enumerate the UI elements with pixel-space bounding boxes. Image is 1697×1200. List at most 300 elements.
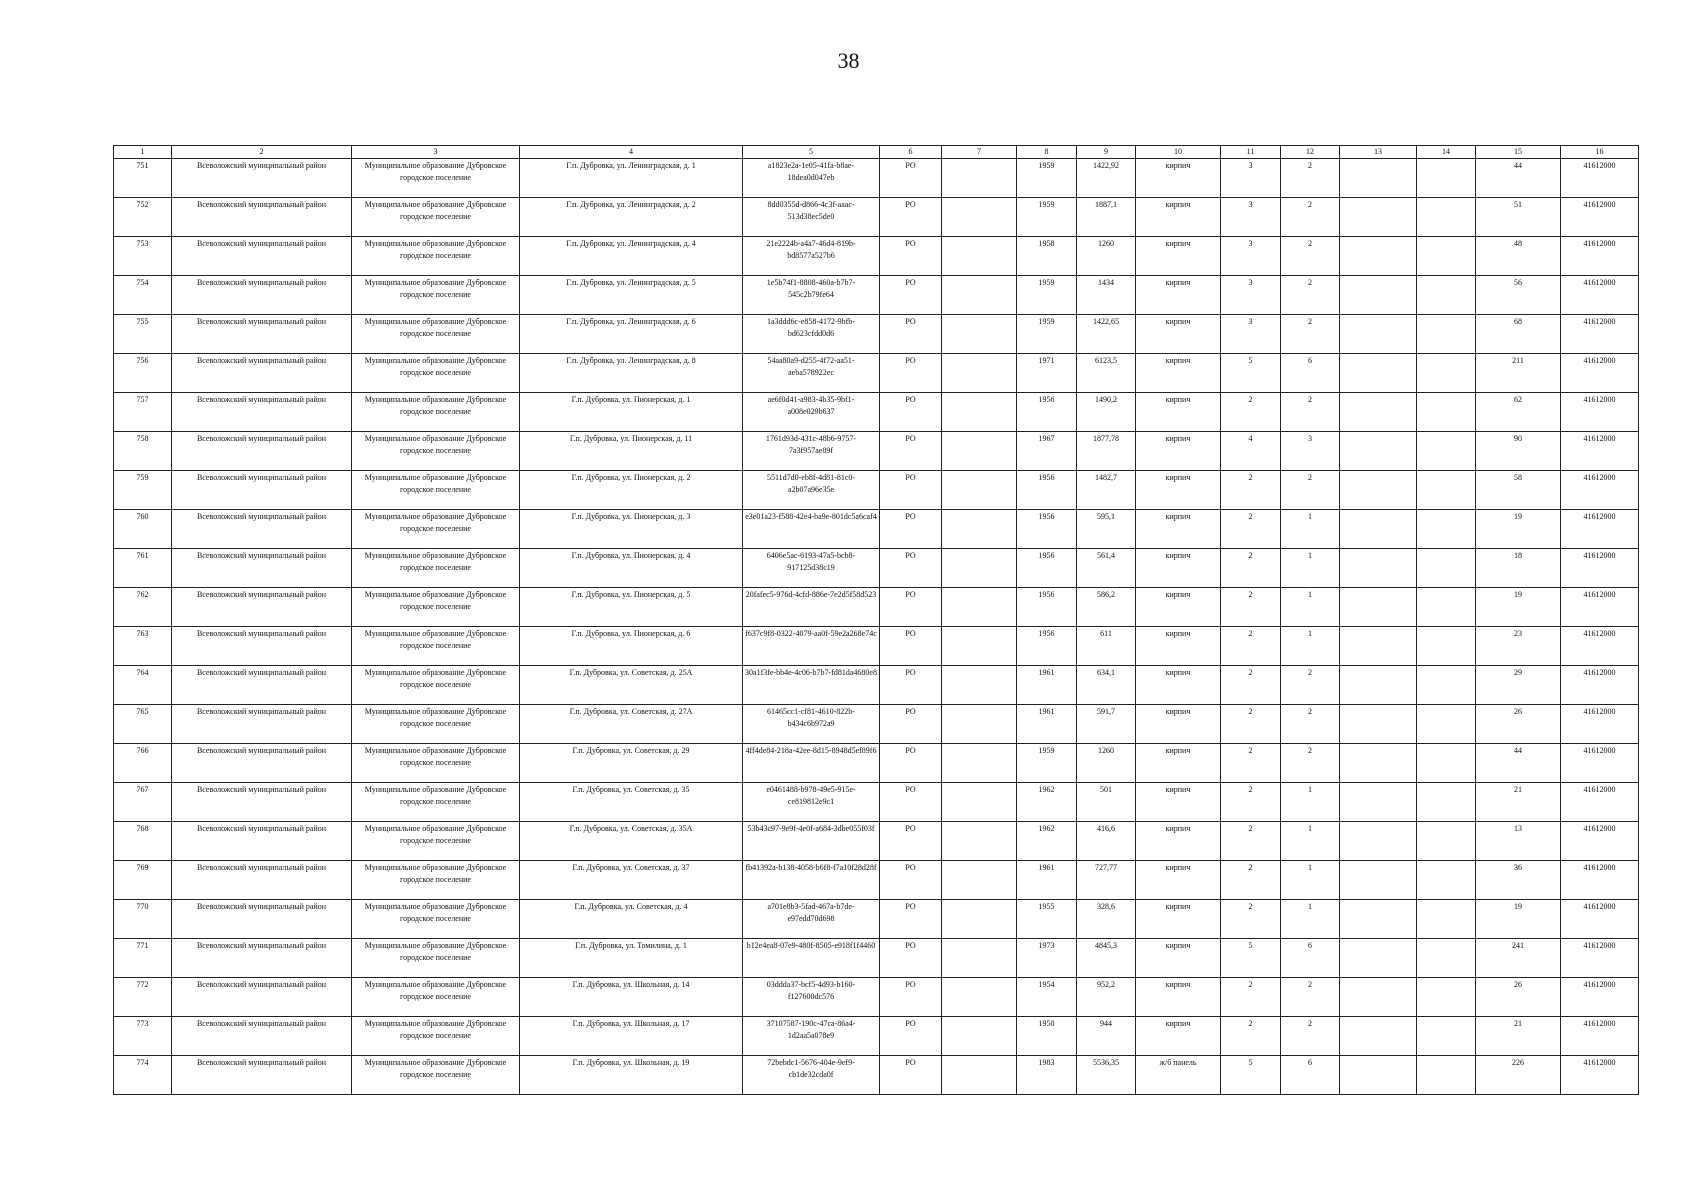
cell-entrances: 1 — [1281, 510, 1340, 549]
cell-residents: 29 — [1476, 666, 1561, 705]
table-row — [114, 393, 1639, 432]
cell-col-13 — [1340, 744, 1417, 783]
cell-col-7 — [942, 432, 1017, 471]
cell-col-14 — [1417, 315, 1476, 354]
cell-entrances: 1 — [1281, 588, 1340, 627]
cell-col-13 — [1340, 159, 1417, 198]
cell-address: Г.п. Дубровка, ул. Школьная, д. 14 — [520, 978, 743, 1017]
cell-area: 1422,92 — [1077, 159, 1136, 198]
cell-area: 1490,2 — [1077, 393, 1136, 432]
cell-row-number: 770 — [114, 900, 172, 939]
cell-col-7 — [942, 549, 1017, 588]
cell-management: РО — [880, 978, 942, 1017]
cell-address: Г.п. Дубровка, ул. Советская, д. 4 — [520, 900, 743, 939]
cell-year-built: 1983 — [1017, 1056, 1077, 1095]
cell-year-built: 1956 — [1017, 393, 1077, 432]
cell-area: 611 — [1077, 627, 1136, 666]
cell-wall-material: кирпич — [1136, 978, 1221, 1017]
cell-entrances: 1 — [1281, 861, 1340, 900]
cell-address: Г.п. Дубровка, ул. Ленинградская, д. 6 — [520, 315, 743, 354]
cell-col-14 — [1417, 783, 1476, 822]
cell-management: РО — [880, 393, 942, 432]
cell-year-built: 1959 — [1017, 744, 1077, 783]
cell-district: Всеволожский муниципальный район — [172, 159, 352, 198]
cell-municipality: Муниципальное образование Дубровское городское поселение — [352, 900, 520, 939]
cell-guid: f637c9f8-0322-4079-aa0f-59e2a268e74c — [743, 627, 880, 666]
cell-col-13 — [1340, 471, 1417, 510]
column-header-8: 8 — [1017, 146, 1077, 159]
cell-district: Всеволожский муниципальный район — [172, 666, 352, 705]
cell-management: РО — [880, 1056, 942, 1095]
cell-residents: 13 — [1476, 822, 1561, 861]
column-header-12: 12 — [1281, 146, 1340, 159]
cell-oktmo: 41612000 — [1561, 744, 1639, 783]
cell-wall-material: кирпич — [1136, 354, 1221, 393]
cell-residents: 58 — [1476, 471, 1561, 510]
cell-district: Всеволожский муниципальный район — [172, 237, 352, 276]
cell-col-14 — [1417, 276, 1476, 315]
cell-wall-material: кирпич — [1136, 237, 1221, 276]
cell-area: 727,77 — [1077, 861, 1136, 900]
cell-floors: 2 — [1221, 705, 1281, 744]
cell-entrances: 2 — [1281, 471, 1340, 510]
cell-col-7 — [942, 276, 1017, 315]
cell-district: Всеволожский муниципальный район — [172, 939, 352, 978]
cell-area: 591,7 — [1077, 705, 1136, 744]
cell-wall-material: кирпич — [1136, 393, 1221, 432]
cell-oktmo: 41612000 — [1561, 315, 1639, 354]
cell-col-13 — [1340, 939, 1417, 978]
cell-area: 952,2 — [1077, 978, 1136, 1017]
cell-wall-material: кирпич — [1136, 705, 1221, 744]
cell-area: 1260 — [1077, 744, 1136, 783]
cell-management: РО — [880, 198, 942, 237]
cell-oktmo: 41612000 — [1561, 237, 1639, 276]
column-header-3: 3 — [352, 146, 520, 159]
cell-oktmo: 41612000 — [1561, 1056, 1639, 1095]
table-row — [114, 627, 1639, 666]
cell-col-7 — [942, 822, 1017, 861]
cell-area: 944 — [1077, 1017, 1136, 1056]
cell-management: РО — [880, 705, 942, 744]
cell-address: Г.п. Дубровка, ул. Пионерская, д. 11 — [520, 432, 743, 471]
cell-oktmo: 41612000 — [1561, 705, 1639, 744]
cell-col-7 — [942, 744, 1017, 783]
cell-floors: 2 — [1221, 783, 1281, 822]
cell-col-14 — [1417, 471, 1476, 510]
cell-area: 6123,5 — [1077, 354, 1136, 393]
cell-row-number: 773 — [114, 1017, 172, 1056]
cell-year-built: 1954 — [1017, 978, 1077, 1017]
cell-guid: e0461488-b978-49e5-915e-ce819812e9c1 — [743, 783, 880, 822]
cell-entrances: 6 — [1281, 1056, 1340, 1095]
cell-floors: 5 — [1221, 354, 1281, 393]
cell-district: Всеволожский муниципальный район — [172, 354, 352, 393]
column-header-14: 14 — [1417, 146, 1476, 159]
cell-floors: 2 — [1221, 393, 1281, 432]
cell-col-13 — [1340, 276, 1417, 315]
cell-address: Г.п. Дубровка, ул. Пионерская, д. 1 — [520, 393, 743, 432]
cell-col-14 — [1417, 393, 1476, 432]
cell-guid: ae6f0d41-a983-4b35-9bf1-a008e029b637 — [743, 393, 880, 432]
cell-entrances: 2 — [1281, 276, 1340, 315]
cell-municipality: Муниципальное образование Дубровское городское поселение — [352, 315, 520, 354]
cell-floors: 2 — [1221, 471, 1281, 510]
cell-guid: 20fafec5-976d-4cfd-886e-7e2d5f58d523 — [743, 588, 880, 627]
cell-guid: 4ff4de84-218a-42ee-8d15-8948d5ef89f6 — [743, 744, 880, 783]
cell-guid: 72bebdc1-5676-404e-9ef9-cb1de32cda0f — [743, 1056, 880, 1095]
cell-col-13 — [1340, 354, 1417, 393]
table-row — [114, 705, 1639, 744]
cell-col-7 — [942, 198, 1017, 237]
cell-col-14 — [1417, 939, 1476, 978]
cell-floors: 2 — [1221, 822, 1281, 861]
cell-row-number: 765 — [114, 705, 172, 744]
cell-guid: 21e2224b-a4a7-46d4-819b-bd8577a527b6 — [743, 237, 880, 276]
cell-wall-material: кирпич — [1136, 666, 1221, 705]
cell-row-number: 756 — [114, 354, 172, 393]
cell-oktmo: 41612000 — [1561, 939, 1639, 978]
cell-wall-material: кирпич — [1136, 549, 1221, 588]
cell-residents: 44 — [1476, 744, 1561, 783]
cell-oktmo: 41612000 — [1561, 549, 1639, 588]
cell-year-built: 1959 — [1017, 276, 1077, 315]
cell-wall-material: кирпич — [1136, 510, 1221, 549]
cell-wall-material: кирпич — [1136, 744, 1221, 783]
cell-col-7 — [942, 1056, 1017, 1095]
cell-residents: 211 — [1476, 354, 1561, 393]
cell-management: РО — [880, 900, 942, 939]
cell-management: РО — [880, 744, 942, 783]
cell-floors: 2 — [1221, 549, 1281, 588]
cell-guid: a701e8b3-5fad-467a-b7de-e97edd70d698 — [743, 900, 880, 939]
table-row — [114, 276, 1639, 315]
cell-col-7 — [942, 705, 1017, 744]
cell-col-13 — [1340, 783, 1417, 822]
cell-residents: 68 — [1476, 315, 1561, 354]
cell-year-built: 1959 — [1017, 315, 1077, 354]
cell-col-14 — [1417, 237, 1476, 276]
cell-area: 1887,1 — [1077, 198, 1136, 237]
cell-year-built: 1955 — [1017, 900, 1077, 939]
cell-municipality: Муниципальное образование Дубровское городское поселение — [352, 939, 520, 978]
column-header-13: 13 — [1340, 146, 1417, 159]
cell-wall-material: кирпич — [1136, 471, 1221, 510]
cell-col-14 — [1417, 1017, 1476, 1056]
table-body — [114, 159, 1639, 1095]
cell-entrances: 2 — [1281, 159, 1340, 198]
cell-wall-material: кирпич — [1136, 861, 1221, 900]
cell-guid: 1e5b74f1-8808-460a-b7b7-545c2b79fe64 — [743, 276, 880, 315]
cell-wall-material: кирпич — [1136, 588, 1221, 627]
cell-col-14 — [1417, 432, 1476, 471]
column-header-4: 4 — [520, 146, 743, 159]
cell-address: Г.п. Дубровка, ул. Ленинградская, д. 1 — [520, 159, 743, 198]
cell-area: 5536,35 — [1077, 1056, 1136, 1095]
cell-row-number: 767 — [114, 783, 172, 822]
cell-wall-material: кирпич — [1136, 822, 1221, 861]
cell-row-number: 759 — [114, 471, 172, 510]
cell-wall-material: кирпич — [1136, 783, 1221, 822]
cell-oktmo: 41612000 — [1561, 1017, 1639, 1056]
cell-guid: 53b43c97-9e9f-4e0f-a684-3dbe055f03f — [743, 822, 880, 861]
cell-guid: b12e4ea8-07e9-480f-8505-e918f1f4460 — [743, 939, 880, 978]
cell-entrances: 1 — [1281, 549, 1340, 588]
cell-year-built: 1962 — [1017, 822, 1077, 861]
cell-area: 1260 — [1077, 237, 1136, 276]
cell-residents: 19 — [1476, 900, 1561, 939]
cell-oktmo: 41612000 — [1561, 276, 1639, 315]
cell-col-14 — [1417, 861, 1476, 900]
cell-address: Г.п. Дубровка, ул. Советская, д. 25А — [520, 666, 743, 705]
cell-col-7 — [942, 588, 1017, 627]
cell-management: РО — [880, 432, 942, 471]
table-row — [114, 900, 1639, 939]
cell-col-13 — [1340, 393, 1417, 432]
cell-entrances: 6 — [1281, 354, 1340, 393]
cell-district: Всеволожский муниципальный район — [172, 861, 352, 900]
cell-wall-material: кирпич — [1136, 939, 1221, 978]
cell-year-built: 1959 — [1017, 198, 1077, 237]
cell-col-14 — [1417, 354, 1476, 393]
cell-year-built: 1958 — [1017, 237, 1077, 276]
cell-year-built: 1961 — [1017, 666, 1077, 705]
cell-management: РО — [880, 159, 942, 198]
cell-col-13 — [1340, 237, 1417, 276]
cell-floors: 2 — [1221, 1017, 1281, 1056]
cell-guid: 54aa80a9-d255-4f72-aa51-aeba578922ec — [743, 354, 880, 393]
cell-area: 595,1 — [1077, 510, 1136, 549]
cell-col-13 — [1340, 1017, 1417, 1056]
cell-address: Г.п. Дубровка, ул. Ленинградская, д. 2 — [520, 198, 743, 237]
cell-oktmo: 41612000 — [1561, 588, 1639, 627]
column-header-5: 5 — [743, 146, 880, 159]
cell-col-7 — [942, 978, 1017, 1017]
table-row — [114, 159, 1639, 198]
cell-col-13 — [1340, 588, 1417, 627]
cell-year-built: 1967 — [1017, 432, 1077, 471]
cell-district: Всеволожский муниципальный район — [172, 627, 352, 666]
cell-wall-material: кирпич — [1136, 627, 1221, 666]
cell-municipality: Муниципальное образование Дубровское городское поселение — [352, 432, 520, 471]
cell-oktmo: 41612000 — [1561, 393, 1639, 432]
cell-district: Всеволожский муниципальный район — [172, 783, 352, 822]
cell-floors: 4 — [1221, 432, 1281, 471]
cell-col-14 — [1417, 744, 1476, 783]
page-number: 38 — [837, 48, 860, 73]
cell-municipality: Муниципальное образование Дубровское городское поселение — [352, 354, 520, 393]
cell-residents: 44 — [1476, 159, 1561, 198]
cell-entrances: 2 — [1281, 705, 1340, 744]
cell-row-number: 762 — [114, 588, 172, 627]
cell-entrances: 2 — [1281, 978, 1340, 1017]
cell-address: Г.п. Дубровка, ул. Ленинградская, д. 5 — [520, 276, 743, 315]
cell-municipality: Муниципальное образование Дубровское городское поселение — [352, 198, 520, 237]
cell-management: РО — [880, 510, 942, 549]
cell-year-built: 1950 — [1017, 1017, 1077, 1056]
cell-management: РО — [880, 822, 942, 861]
table-row — [114, 978, 1639, 1017]
cell-wall-material: кирпич — [1136, 900, 1221, 939]
cell-floors: 2 — [1221, 861, 1281, 900]
cell-address: Г.п. Дубровка, ул. Школьная, д. 17 — [520, 1017, 743, 1056]
cell-guid: 6406e5ac-6193-47a5-bcb8-917125d38c19 — [743, 549, 880, 588]
column-header-15: 15 — [1476, 146, 1561, 159]
cell-entrances: 1 — [1281, 627, 1340, 666]
cell-district: Всеволожский муниципальный район — [172, 978, 352, 1017]
cell-col-13 — [1340, 1056, 1417, 1095]
column-header-16: 16 — [1561, 146, 1639, 159]
cell-col-7 — [942, 900, 1017, 939]
cell-district: Всеволожский муниципальный район — [172, 276, 352, 315]
cell-district: Всеволожский муниципальный район — [172, 198, 352, 237]
cell-guid: 1761d93d-431c-48b6-9757-7a3f957ae89f — [743, 432, 880, 471]
cell-col-13 — [1340, 315, 1417, 354]
cell-row-number: 757 — [114, 393, 172, 432]
cell-row-number: 763 — [114, 627, 172, 666]
cell-floors: 3 — [1221, 237, 1281, 276]
cell-wall-material: кирпич — [1136, 276, 1221, 315]
cell-col-7 — [942, 159, 1017, 198]
cell-row-number: 769 — [114, 861, 172, 900]
cell-col-13 — [1340, 861, 1417, 900]
cell-district: Всеволожский муниципальный район — [172, 705, 352, 744]
cell-residents: 21 — [1476, 1017, 1561, 1056]
cell-area: 1422,65 — [1077, 315, 1136, 354]
cell-municipality: Муниципальное образование Дубровское городское поселение — [352, 1056, 520, 1095]
cell-management: РО — [880, 861, 942, 900]
cell-year-built: 1961 — [1017, 705, 1077, 744]
cell-guid: 03ddda37-bcf5-4d93-b160-f127600dc576 — [743, 978, 880, 1017]
cell-col-13 — [1340, 510, 1417, 549]
cell-oktmo: 41612000 — [1561, 198, 1639, 237]
cell-area: 4845,3 — [1077, 939, 1136, 978]
cell-municipality: Муниципальное образование Дубровское городское поселение — [352, 471, 520, 510]
cell-col-13 — [1340, 666, 1417, 705]
cell-address: Г.п. Дубровка, ул. Советская, д. 35А — [520, 822, 743, 861]
cell-district: Всеволожский муниципальный район — [172, 1056, 352, 1095]
table-row — [114, 471, 1639, 510]
cell-municipality: Муниципальное образование Дубровское городское поселение — [352, 237, 520, 276]
cell-guid: 37107587-190c-47ca-86a4-1d2aa5a078e9 — [743, 1017, 880, 1056]
cell-col-13 — [1340, 900, 1417, 939]
cell-floors: 3 — [1221, 276, 1281, 315]
cell-area: 1482,7 — [1077, 471, 1136, 510]
cell-col-13 — [1340, 198, 1417, 237]
cell-year-built: 1956 — [1017, 588, 1077, 627]
cell-col-7 — [942, 237, 1017, 276]
cell-residents: 51 — [1476, 198, 1561, 237]
table-row — [114, 861, 1639, 900]
cell-residents: 19 — [1476, 510, 1561, 549]
cell-management: РО — [880, 1017, 942, 1056]
cell-guid: 30a1f3fe-bb4e-4c06-b7b7-fd81da4680e8 — [743, 666, 880, 705]
cell-col-14 — [1417, 549, 1476, 588]
cell-residents: 18 — [1476, 549, 1561, 588]
header-row — [114, 146, 1639, 159]
cell-residents: 21 — [1476, 783, 1561, 822]
cell-year-built: 1956 — [1017, 510, 1077, 549]
cell-area: 328,6 — [1077, 900, 1136, 939]
cell-area: 634,1 — [1077, 666, 1136, 705]
cell-year-built: 1956 — [1017, 549, 1077, 588]
cell-district: Всеволожский муниципальный район — [172, 744, 352, 783]
cell-municipality: Муниципальное образование Дубровское городское поселение — [352, 744, 520, 783]
cell-residents: 26 — [1476, 705, 1561, 744]
cell-col-14 — [1417, 627, 1476, 666]
cell-district: Всеволожский муниципальный район — [172, 315, 352, 354]
cell-wall-material: кирпич — [1136, 1017, 1221, 1056]
table-row — [114, 666, 1639, 705]
cell-oktmo: 41612000 — [1561, 627, 1639, 666]
cell-col-7 — [942, 783, 1017, 822]
cell-area: 501 — [1077, 783, 1136, 822]
cell-residents: 90 — [1476, 432, 1561, 471]
cell-col-14 — [1417, 900, 1476, 939]
cell-floors: 2 — [1221, 978, 1281, 1017]
cell-year-built: 1962 — [1017, 783, 1077, 822]
table-row — [114, 939, 1639, 978]
cell-address: Г.п. Дубровка, ул. Ленинградская, д. 4 — [520, 237, 743, 276]
cell-district: Всеволожский муниципальный район — [172, 510, 352, 549]
cell-col-7 — [942, 666, 1017, 705]
cell-entrances: 2 — [1281, 315, 1340, 354]
cell-oktmo: 41612000 — [1561, 900, 1639, 939]
cell-entrances: 2 — [1281, 1017, 1340, 1056]
cell-residents: 26 — [1476, 978, 1561, 1017]
cell-floors: 2 — [1221, 666, 1281, 705]
cell-district: Всеволожский муниципальный район — [172, 822, 352, 861]
column-header-6: 6 — [880, 146, 942, 159]
cell-guid: 5511d7d0-eb8f-4d81-81c0-a2b07a96e35e — [743, 471, 880, 510]
cell-address: Г.п. Дубровка, ул. Пионерская, д. 4 — [520, 549, 743, 588]
cell-guid: a1823e2a-1e05-41fa-b8ae-18dea0d047eb — [743, 159, 880, 198]
table-row — [114, 198, 1639, 237]
cell-wall-material: кирпич — [1136, 159, 1221, 198]
cell-col-13 — [1340, 627, 1417, 666]
column-header-10: 10 — [1136, 146, 1221, 159]
table-row — [114, 1017, 1639, 1056]
cell-municipality: Муниципальное образование Дубровское городское поселение — [352, 510, 520, 549]
cell-floors: 3 — [1221, 315, 1281, 354]
cell-row-number: 758 — [114, 432, 172, 471]
cell-residents: 62 — [1476, 393, 1561, 432]
cell-address: Г.п. Дубровка, ул. Советская, д. 37 — [520, 861, 743, 900]
cell-year-built: 1973 — [1017, 939, 1077, 978]
cell-year-built: 1961 — [1017, 861, 1077, 900]
cell-municipality: Муниципальное образование Дубровское городское поселение — [352, 783, 520, 822]
cell-col-13 — [1340, 705, 1417, 744]
cell-floors: 3 — [1221, 198, 1281, 237]
cell-management: РО — [880, 627, 942, 666]
cell-wall-material: кирпич — [1136, 315, 1221, 354]
cell-address: Г.п. Дубровка, ул. Советская, д. 29 — [520, 744, 743, 783]
cell-row-number: 766 — [114, 744, 172, 783]
cell-entrances: 2 — [1281, 744, 1340, 783]
table-row — [114, 588, 1639, 627]
cell-guid: fb41392a-b138-4058-b6f8-f7a10f28d28f — [743, 861, 880, 900]
cell-col-14 — [1417, 1056, 1476, 1095]
table-row — [114, 315, 1639, 354]
cell-address: Г.п. Дубровка, ул. Ленинградская, д. 8 — [520, 354, 743, 393]
cell-col-7 — [942, 393, 1017, 432]
cell-col-7 — [942, 315, 1017, 354]
cell-col-7 — [942, 939, 1017, 978]
cell-guid: 61465cc1-cf81-4610-822b-b434c6b972a9 — [743, 705, 880, 744]
cell-management: РО — [880, 471, 942, 510]
cell-col-7 — [942, 861, 1017, 900]
table-row — [114, 549, 1639, 588]
